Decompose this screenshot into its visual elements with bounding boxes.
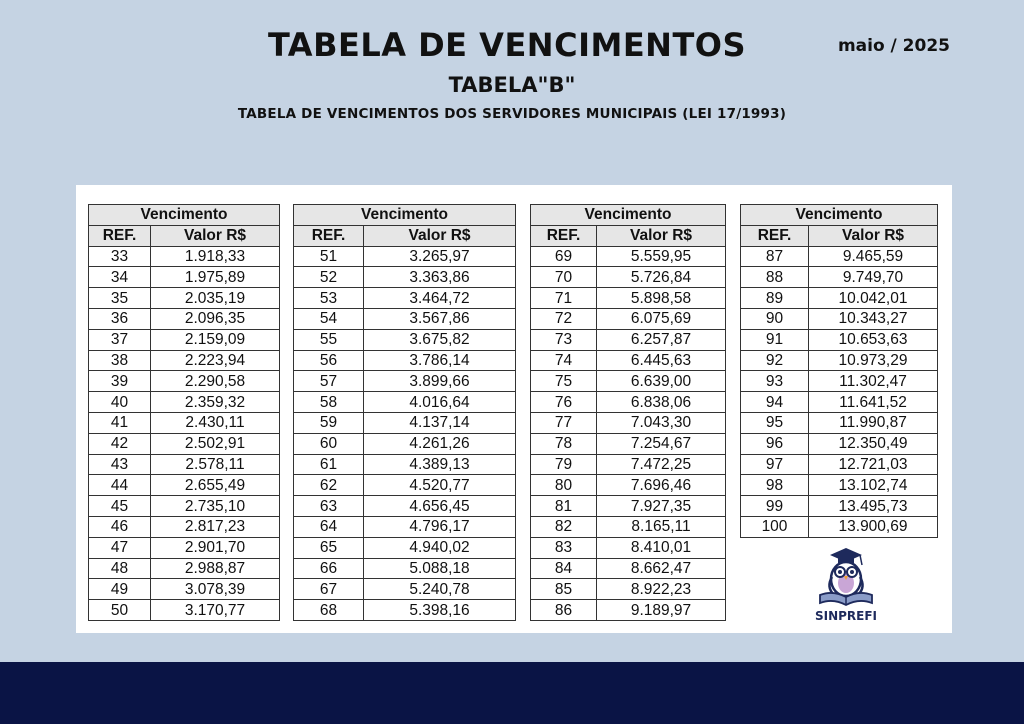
value-cell: 11.302,47 xyxy=(809,371,938,392)
value-cell: 13.495,73 xyxy=(809,496,938,517)
ref-cell: 79 xyxy=(531,454,597,475)
ref-column-header: REF. xyxy=(294,225,364,246)
ref-column-header: REF. xyxy=(741,225,809,246)
ref-cell: 100 xyxy=(741,516,809,537)
value-cell: 7.472,25 xyxy=(597,454,726,475)
table-row xyxy=(89,392,280,413)
value-cell: 13.900,69 xyxy=(809,516,938,537)
value-cell: 2.735,10 xyxy=(151,496,280,517)
logo-text: SINPREFI xyxy=(814,609,878,623)
value-cell: 1.918,33 xyxy=(151,246,280,267)
table-row xyxy=(741,412,938,433)
table-row xyxy=(294,475,516,496)
value-cell: 9.189,97 xyxy=(597,600,726,621)
table-row xyxy=(531,454,726,475)
page-title: TABELA DE VENCIMENTOS xyxy=(267,26,747,64)
table-row xyxy=(741,288,938,309)
ref-cell: 62 xyxy=(294,475,364,496)
value-cell: 3.675,82 xyxy=(364,329,516,350)
table-row xyxy=(531,496,726,517)
ref-cell: 76 xyxy=(531,392,597,413)
value-cell: 5.898,58 xyxy=(597,288,726,309)
table-row xyxy=(531,516,726,537)
ref-cell: 58 xyxy=(294,392,364,413)
ref-cell: 75 xyxy=(531,371,597,392)
value-cell: 6.445,63 xyxy=(597,350,726,371)
ref-cell: 66 xyxy=(294,558,364,579)
value-column-header: Valor R$ xyxy=(151,225,280,246)
table-row xyxy=(89,329,280,350)
sinprefi-logo xyxy=(806,543,886,627)
value-cell: 8.410,01 xyxy=(597,537,726,558)
value-cell: 10.973,29 xyxy=(809,350,938,371)
table-row xyxy=(294,496,516,517)
ref-cell: 49 xyxy=(89,579,151,600)
ref-cell: 51 xyxy=(294,246,364,267)
table-row xyxy=(531,392,726,413)
table-row xyxy=(741,516,938,537)
table-row xyxy=(531,350,726,371)
value-cell: 2.655,49 xyxy=(151,475,280,496)
value-cell: 3.265,97 xyxy=(364,246,516,267)
footer-bar xyxy=(0,662,1024,724)
ref-cell: 97 xyxy=(741,454,809,475)
value-cell: 3.464,72 xyxy=(364,288,516,309)
ref-cell: 41 xyxy=(89,412,151,433)
ref-cell: 84 xyxy=(531,558,597,579)
table-row xyxy=(294,412,516,433)
ref-cell: 35 xyxy=(89,288,151,309)
ref-cell: 45 xyxy=(89,496,151,517)
value-cell: 5.088,18 xyxy=(364,558,516,579)
table-row xyxy=(89,537,280,558)
ref-cell: 63 xyxy=(294,496,364,517)
table-row xyxy=(531,288,726,309)
table-row xyxy=(294,246,516,267)
ref-cell: 73 xyxy=(531,329,597,350)
table-row xyxy=(89,371,280,392)
ref-cell: 67 xyxy=(294,579,364,600)
ref-cell: 83 xyxy=(531,537,597,558)
ref-cell: 38 xyxy=(89,350,151,371)
value-cell: 3.170,77 xyxy=(151,600,280,621)
value-cell: 4.656,45 xyxy=(364,496,516,517)
ref-cell: 85 xyxy=(531,579,597,600)
table-row xyxy=(294,537,516,558)
ref-cell: 61 xyxy=(294,454,364,475)
ref-cell: 36 xyxy=(89,308,151,329)
value-cell: 5.726,84 xyxy=(597,267,726,288)
table-row xyxy=(741,454,938,475)
table-row xyxy=(294,392,516,413)
table-row xyxy=(741,433,938,454)
table-row xyxy=(89,475,280,496)
table-row xyxy=(531,371,726,392)
ref-cell: 44 xyxy=(89,475,151,496)
table-row xyxy=(531,433,726,454)
value-cell: 5.559,95 xyxy=(597,246,726,267)
table-row xyxy=(741,246,938,267)
ref-cell: 33 xyxy=(89,246,151,267)
value-cell: 3.078,39 xyxy=(151,579,280,600)
ref-cell: 68 xyxy=(294,600,364,621)
table-row xyxy=(89,246,280,267)
table-row xyxy=(741,308,938,329)
owl-graduation-cap-icon xyxy=(806,543,886,609)
table-row xyxy=(89,267,280,288)
group-header: Vencimento xyxy=(531,205,726,226)
ref-cell: 81 xyxy=(531,496,597,517)
table-row xyxy=(89,288,280,309)
value-cell: 4.389,13 xyxy=(364,454,516,475)
ref-cell: 80 xyxy=(531,475,597,496)
table-row xyxy=(741,371,938,392)
table-row xyxy=(294,433,516,454)
date-label: maio / 2025 xyxy=(837,36,950,56)
value-cell: 3.567,86 xyxy=(364,308,516,329)
value-cell: 9.749,70 xyxy=(809,267,938,288)
value-cell: 2.817,23 xyxy=(151,516,280,537)
ref-cell: 64 xyxy=(294,516,364,537)
ref-cell: 93 xyxy=(741,371,809,392)
value-cell: 2.502,91 xyxy=(151,433,280,454)
table-row xyxy=(89,558,280,579)
value-cell: 2.430,11 xyxy=(151,412,280,433)
ref-cell: 60 xyxy=(294,433,364,454)
group-header: Vencimento xyxy=(294,205,516,226)
value-cell: 1.975,89 xyxy=(151,267,280,288)
ref-cell: 72 xyxy=(531,308,597,329)
value-cell: 10.653,63 xyxy=(809,329,938,350)
value-cell: 2.988,87 xyxy=(151,558,280,579)
table-row xyxy=(741,329,938,350)
salary-table-4 xyxy=(740,204,938,538)
value-cell: 2.290,58 xyxy=(151,371,280,392)
value-cell: 5.398,16 xyxy=(364,600,516,621)
value-cell: 7.043,30 xyxy=(597,412,726,433)
group-header: Vencimento xyxy=(741,205,938,226)
ref-cell: 57 xyxy=(294,371,364,392)
table-row xyxy=(294,516,516,537)
table-row xyxy=(294,600,516,621)
ref-column-header: REF. xyxy=(89,225,151,246)
table-row xyxy=(89,516,280,537)
ref-cell: 42 xyxy=(89,433,151,454)
ref-column-header: REF. xyxy=(531,225,597,246)
ref-cell: 39 xyxy=(89,371,151,392)
table-row xyxy=(294,350,516,371)
table-row xyxy=(294,371,516,392)
ref-cell: 88 xyxy=(741,267,809,288)
value-cell: 3.786,14 xyxy=(364,350,516,371)
tables-panel xyxy=(76,185,952,633)
table-row xyxy=(531,558,726,579)
value-cell: 2.223,94 xyxy=(151,350,280,371)
value-cell: 9.465,59 xyxy=(809,246,938,267)
salary-table-1 xyxy=(88,204,280,621)
value-cell: 4.261,26 xyxy=(364,433,516,454)
group-header: Vencimento xyxy=(89,205,280,226)
table-row xyxy=(531,579,726,600)
table-row xyxy=(89,579,280,600)
value-cell: 3.899,66 xyxy=(364,371,516,392)
value-cell: 6.257,87 xyxy=(597,329,726,350)
ref-cell: 78 xyxy=(531,433,597,454)
table-row xyxy=(89,433,280,454)
ref-cell: 56 xyxy=(294,350,364,371)
table-row xyxy=(294,267,516,288)
table-row xyxy=(89,412,280,433)
ref-cell: 43 xyxy=(89,454,151,475)
value-cell: 12.721,03 xyxy=(809,454,938,475)
ref-cell: 96 xyxy=(741,433,809,454)
ref-cell: 37 xyxy=(89,329,151,350)
ref-cell: 99 xyxy=(741,496,809,517)
value-cell: 13.102,74 xyxy=(809,475,938,496)
ref-cell: 48 xyxy=(89,558,151,579)
ref-cell: 52 xyxy=(294,267,364,288)
table-row xyxy=(741,267,938,288)
value-cell: 2.035,19 xyxy=(151,288,280,309)
value-cell: 2.578,11 xyxy=(151,454,280,475)
ref-cell: 91 xyxy=(741,329,809,350)
value-cell: 2.901,70 xyxy=(151,537,280,558)
ref-cell: 54 xyxy=(294,308,364,329)
ref-cell: 50 xyxy=(89,600,151,621)
ref-cell: 74 xyxy=(531,350,597,371)
value-cell: 2.359,32 xyxy=(151,392,280,413)
ref-cell: 89 xyxy=(741,288,809,309)
ref-cell: 71 xyxy=(531,288,597,309)
value-cell: 7.254,67 xyxy=(597,433,726,454)
value-cell: 6.639,00 xyxy=(597,371,726,392)
value-cell: 6.075,69 xyxy=(597,308,726,329)
table-row xyxy=(741,496,938,517)
table-row xyxy=(741,350,938,371)
table-row xyxy=(294,558,516,579)
table-row xyxy=(89,600,280,621)
table-row xyxy=(89,454,280,475)
value-cell: 12.350,49 xyxy=(809,433,938,454)
ref-cell: 82 xyxy=(531,516,597,537)
ref-cell: 47 xyxy=(89,537,151,558)
value-cell: 11.641,52 xyxy=(809,392,938,413)
value-cell: 4.016,64 xyxy=(364,392,516,413)
table-row xyxy=(531,246,726,267)
ref-cell: 46 xyxy=(89,516,151,537)
table-row xyxy=(531,412,726,433)
ref-cell: 77 xyxy=(531,412,597,433)
page-description: TABELA DE VENCIMENTOS DOS SERVIDORES MUNICIPAIS (LEI 17/1993) xyxy=(237,106,787,122)
ref-cell: 95 xyxy=(741,412,809,433)
page-subtitle: TABELA"B" xyxy=(448,73,576,97)
table-row xyxy=(531,308,726,329)
value-cell: 8.922,23 xyxy=(597,579,726,600)
value-cell: 8.165,11 xyxy=(597,516,726,537)
table-row xyxy=(531,329,726,350)
ref-cell: 90 xyxy=(741,308,809,329)
salary-table-3 xyxy=(530,204,726,621)
ref-cell: 55 xyxy=(294,329,364,350)
value-cell: 4.137,14 xyxy=(364,412,516,433)
table-row xyxy=(294,288,516,309)
ref-cell: 92 xyxy=(741,350,809,371)
ref-cell: 86 xyxy=(531,600,597,621)
value-cell: 11.990,87 xyxy=(809,412,938,433)
table-row xyxy=(531,475,726,496)
salary-table-2 xyxy=(293,204,516,621)
value-column-header: Valor R$ xyxy=(809,225,938,246)
table-row xyxy=(531,600,726,621)
value-cell: 8.662,47 xyxy=(597,558,726,579)
value-column-header: Valor R$ xyxy=(597,225,726,246)
value-cell: 3.363,86 xyxy=(364,267,516,288)
table-row xyxy=(294,579,516,600)
table-row xyxy=(89,308,280,329)
value-column-header: Valor R$ xyxy=(364,225,516,246)
ref-cell: 34 xyxy=(89,267,151,288)
table-row xyxy=(531,267,726,288)
ref-cell: 94 xyxy=(741,392,809,413)
ref-cell: 53 xyxy=(294,288,364,309)
value-cell: 5.240,78 xyxy=(364,579,516,600)
value-cell: 2.159,09 xyxy=(151,329,280,350)
table-row xyxy=(531,537,726,558)
value-cell: 7.696,46 xyxy=(597,475,726,496)
value-cell: 4.796,17 xyxy=(364,516,516,537)
table-row xyxy=(89,496,280,517)
value-cell: 7.927,35 xyxy=(597,496,726,517)
table-row xyxy=(294,454,516,475)
table-row xyxy=(89,350,280,371)
table-row xyxy=(741,392,938,413)
ref-cell: 59 xyxy=(294,412,364,433)
ref-cell: 98 xyxy=(741,475,809,496)
table-row xyxy=(741,475,938,496)
ref-cell: 87 xyxy=(741,246,809,267)
ref-cell: 69 xyxy=(531,246,597,267)
value-cell: 10.042,01 xyxy=(809,288,938,309)
ref-cell: 70 xyxy=(531,267,597,288)
value-cell: 4.520,77 xyxy=(364,475,516,496)
value-cell: 10.343,27 xyxy=(809,308,938,329)
ref-cell: 65 xyxy=(294,537,364,558)
ref-cell: 40 xyxy=(89,392,151,413)
value-cell: 2.096,35 xyxy=(151,308,280,329)
value-cell: 4.940,02 xyxy=(364,537,516,558)
table-row xyxy=(294,329,516,350)
value-cell: 6.838,06 xyxy=(597,392,726,413)
table-row xyxy=(294,308,516,329)
